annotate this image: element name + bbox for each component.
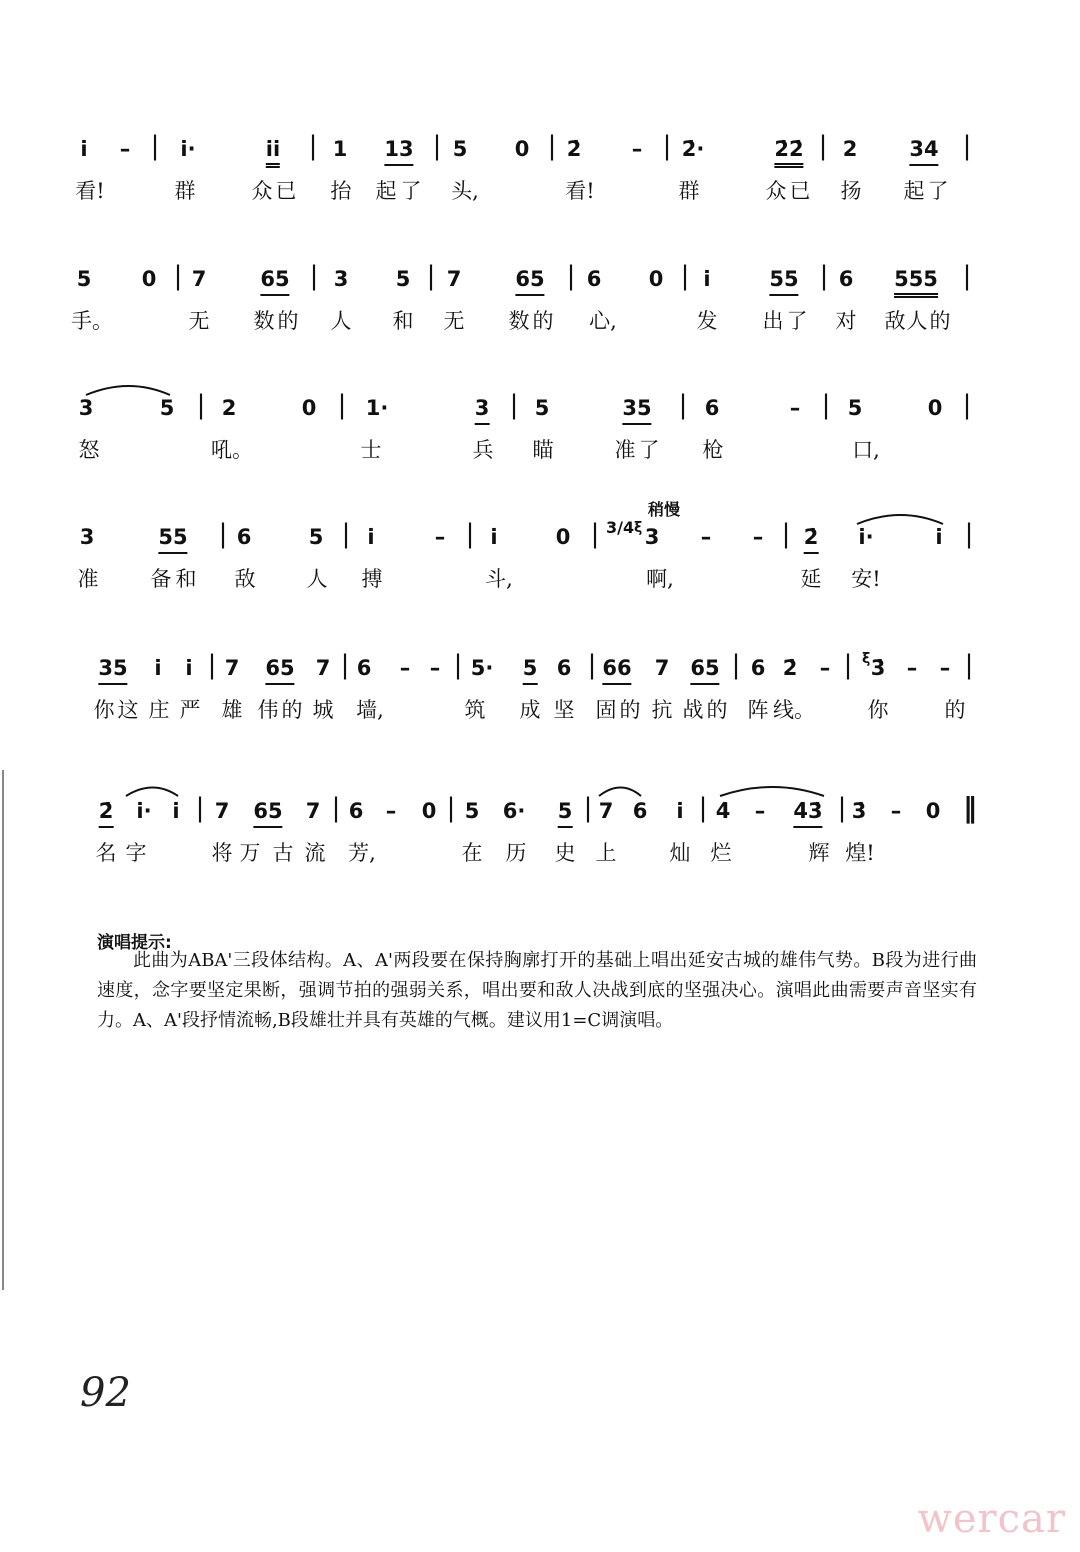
note: i̇: [80, 137, 88, 161]
lyric-row: [0, 840, 1080, 880]
note: 0: [301, 396, 317, 420]
lyric: 在: [461, 841, 483, 865]
lyric-row: [0, 308, 1080, 348]
barline: |: [821, 390, 831, 420]
note: 35: [98, 655, 127, 685]
note: –: [752, 525, 764, 549]
lyric: 和: [175, 567, 197, 591]
lyric: 抗: [651, 698, 673, 722]
lyric: 流: [304, 841, 326, 865]
lyric: 手。: [71, 309, 113, 333]
note: –: [939, 656, 951, 680]
barline: |: [678, 390, 688, 420]
note: 6: [704, 396, 720, 420]
barline: |: [173, 261, 183, 291]
barline: |: [587, 650, 597, 680]
notation-row: [0, 131, 1080, 176]
lyric: 数: [253, 309, 275, 333]
lyric: 斗,: [485, 567, 513, 591]
lyric: 人: [306, 567, 328, 591]
lyric: 墙,: [356, 698, 384, 722]
note: 55: [769, 266, 798, 296]
note: 3: [644, 525, 660, 549]
notation-row: [0, 518, 1080, 564]
lyric: 众: [765, 179, 787, 203]
note: 0: [141, 267, 157, 291]
lyric: 成: [519, 698, 541, 722]
note: 0: [421, 799, 437, 823]
lyric: 烂: [710, 841, 732, 865]
lyric: 芳,: [348, 841, 376, 865]
note: 5: [452, 137, 468, 161]
barline: |: [547, 131, 557, 161]
lyric: 出: [762, 309, 784, 333]
lyric: 坚: [553, 698, 575, 722]
lyric: 无: [443, 309, 465, 333]
lyric: 兵: [472, 438, 494, 462]
barline: |: [731, 650, 741, 680]
lyric: 固: [595, 698, 617, 722]
note: 65: [515, 266, 544, 296]
barline: |: [446, 793, 456, 823]
barline: |: [964, 519, 974, 549]
lyric: 群: [174, 179, 196, 203]
lyric: 严: [179, 698, 201, 722]
lyric: 辉: [808, 841, 830, 865]
note: i̇i̇: [266, 136, 280, 168]
note: 5·: [470, 656, 494, 680]
lyric: 字: [125, 841, 147, 865]
note: i̇·: [136, 799, 152, 823]
note: 6: [750, 656, 766, 680]
notation-row: [0, 791, 1080, 838]
lyric: 战: [682, 698, 704, 722]
barline: |: [962, 131, 972, 161]
note: 4̇3̇: [793, 798, 822, 828]
note: –: [906, 656, 918, 680]
barline: |: [818, 131, 828, 161]
note: 5: [308, 525, 324, 549]
lyric: 瞄: [532, 438, 554, 462]
note: 7: [598, 799, 614, 823]
barline: |: [781, 519, 791, 549]
note: 1: [332, 137, 348, 161]
note: 2̇: [804, 524, 819, 554]
note: 65: [265, 655, 294, 685]
note: 2̇: [782, 656, 798, 680]
note: –: [429, 656, 441, 680]
lyric: 名: [95, 841, 117, 865]
lyric: 庄: [148, 698, 170, 722]
lyric: 上: [595, 841, 617, 865]
lyric: 你: [93, 698, 115, 722]
barline: |: [341, 519, 351, 549]
note: 3: [333, 267, 349, 291]
barline: |: [432, 131, 442, 161]
note: 5: [395, 267, 411, 291]
note: 2̇: [566, 137, 582, 161]
lyric-row: [0, 178, 1080, 218]
note: i̇: [490, 525, 498, 549]
note: –: [119, 137, 131, 161]
lyric-row: [0, 437, 1080, 477]
note: 0: [648, 267, 664, 291]
barline: |: [453, 650, 463, 680]
barline: |: [698, 793, 708, 823]
note: 55: [158, 524, 187, 554]
lyric: 你: [867, 698, 889, 722]
note: 6·: [502, 799, 526, 823]
note: –: [890, 799, 902, 823]
barline: |: [964, 650, 974, 680]
barline: |: [207, 650, 217, 680]
note: 3: [79, 525, 95, 549]
lyric: 枪: [702, 438, 724, 462]
barline: |: [337, 390, 347, 420]
watermark: wercar: [917, 1496, 1066, 1542]
note: 6: [586, 267, 602, 291]
barline: |: [566, 261, 576, 291]
barline: |: [340, 650, 350, 680]
barline: |: [837, 793, 847, 823]
slur: [597, 782, 645, 798]
note: 13: [384, 136, 413, 166]
lyric-row: [0, 697, 1080, 737]
lyric: 的: [929, 309, 951, 333]
lyric: 这: [117, 698, 139, 722]
lyric: 史: [554, 841, 576, 865]
lyric: 看!: [565, 179, 595, 203]
note: 0: [514, 137, 530, 161]
lyric: 筑: [464, 698, 486, 722]
note: 2̇·: [681, 137, 705, 161]
lyric: 数: [508, 309, 530, 333]
slur: [718, 782, 828, 798]
note: 6: [632, 799, 648, 823]
lyric: 的: [706, 698, 728, 722]
note: –: [434, 525, 446, 549]
lyric: 士: [360, 438, 382, 462]
barline: |: [583, 793, 593, 823]
note: –: [819, 656, 831, 680]
lyric: 心,: [589, 309, 617, 333]
lyric: 准: [77, 567, 99, 591]
final-barline: ‖: [963, 791, 973, 824]
note: –: [385, 799, 397, 823]
note: 2: [842, 137, 858, 161]
page-number: 92: [80, 1370, 131, 1416]
lyric: 阵: [747, 698, 769, 722]
lyric: 起: [903, 179, 925, 203]
note: 6: [838, 267, 854, 291]
lyric: 延: [800, 567, 822, 591]
barline: |: [509, 390, 519, 420]
lyric: 扬: [840, 179, 862, 203]
lyric: 敌: [884, 309, 906, 333]
barline: |: [843, 650, 853, 680]
barline: |: [426, 261, 436, 291]
note: 3̇: [870, 656, 886, 680]
lyric: 敌: [234, 567, 256, 591]
note: 65: [690, 655, 719, 685]
lyric: 雄: [221, 698, 243, 722]
lyric: 煌!: [845, 841, 875, 865]
note: 5: [523, 655, 538, 685]
barline: |: [962, 261, 972, 291]
lyric: 的: [532, 309, 554, 333]
note: 65: [253, 798, 282, 828]
note: –: [754, 799, 766, 823]
note: 5: [76, 267, 92, 291]
note: 2: [221, 396, 237, 420]
note: 6: [556, 656, 572, 680]
breath-mark: ξ: [634, 520, 643, 536]
note: 7: [224, 656, 240, 680]
note: 7: [315, 656, 331, 680]
lyric: 了: [400, 179, 422, 203]
note: 6: [356, 656, 372, 680]
lyric: 群: [678, 179, 700, 203]
lyric: 无: [188, 309, 210, 333]
barline: |: [309, 261, 319, 291]
note: 2̇: [99, 798, 114, 828]
lyric: 人: [330, 309, 352, 333]
barline: |: [196, 390, 206, 420]
lyric: 发: [696, 309, 718, 333]
barline: |: [962, 390, 972, 420]
note: –: [789, 396, 801, 420]
note: 7: [191, 267, 207, 291]
lyric: 了: [638, 438, 660, 462]
lyric: 人: [906, 309, 928, 333]
barline: |: [308, 131, 318, 161]
lyric: 安!: [851, 567, 881, 591]
lyric: 的: [281, 698, 303, 722]
barline: |: [465, 519, 475, 549]
note: –: [700, 525, 712, 549]
note: i̇: [367, 525, 375, 549]
lyric: 吼。: [211, 438, 253, 462]
barline: |: [819, 261, 829, 291]
note: i̇: [154, 656, 162, 680]
lyric: 万: [239, 841, 261, 865]
note: –: [399, 656, 411, 680]
note: 5: [847, 396, 863, 420]
lyric: 古: [272, 841, 294, 865]
note: i̇·: [180, 137, 196, 161]
lyric: 灿: [669, 841, 691, 865]
barline: |: [680, 261, 690, 291]
lyric: 和: [392, 309, 414, 333]
lyric: 的: [619, 698, 641, 722]
note: 66: [602, 655, 631, 685]
notation-row: [0, 390, 1080, 435]
note: 7: [654, 656, 670, 680]
lyric: 口,: [852, 438, 880, 462]
note: i̇·: [858, 525, 874, 549]
hint-title: 演唱提示:: [97, 933, 172, 953]
lyric: 了: [786, 309, 808, 333]
lyric: 啊,: [646, 567, 674, 591]
barline: |: [331, 793, 341, 823]
lyric: 怒: [78, 438, 100, 462]
slur: [124, 782, 182, 798]
note: 3: [475, 395, 490, 425]
note: i̇: [172, 799, 180, 823]
notation-row: [0, 261, 1080, 306]
note: 5: [464, 799, 480, 823]
note: 555: [894, 266, 938, 298]
lyric: 看!: [75, 179, 105, 203]
note: 3: [78, 396, 94, 420]
lyric: 的: [277, 309, 299, 333]
lyric: 线。: [773, 698, 815, 722]
note: 0: [555, 525, 571, 549]
lyric: 头,: [451, 179, 479, 203]
lyric: 准: [614, 438, 636, 462]
note: 5: [159, 396, 175, 420]
note: 7: [446, 267, 462, 291]
barline: |: [662, 131, 672, 161]
hint-body: 此曲为ABA'三段体结构。A、A'两段要在保持胸廓打开的基础上唱出延安古城的雄伟气势。B段为进行曲速度，念字要坚定果断，强调节拍的强弱关系，唱出要和敌人决战到底的坚强决心。演唱此曲需要声音坚实有力。A、A'段抒情流畅,B段雄壮并具有英雄的气概。建议用1=C调演唱。: [97, 950, 977, 1031]
note: i̇: [703, 267, 711, 291]
lyric: 对: [835, 309, 857, 333]
note: 65: [260, 266, 289, 296]
note: 1·: [365, 396, 389, 420]
note: 3̇: [851, 799, 867, 823]
lyric: 伟: [257, 698, 279, 722]
note: i̇: [676, 799, 684, 823]
note: 5: [558, 798, 573, 828]
lyric: 备: [150, 567, 172, 591]
breath-mark: ξ: [862, 651, 871, 667]
note: 7: [214, 799, 230, 823]
note: 34: [909, 136, 938, 166]
note: i̇: [935, 525, 943, 549]
lyric: 的: [944, 698, 966, 722]
note: 6: [348, 799, 364, 823]
note: 0: [925, 799, 941, 823]
notation-row: [0, 650, 1080, 695]
lyric: 将: [211, 841, 233, 865]
lyric: 抬: [330, 179, 352, 203]
note: –: [631, 137, 643, 161]
barline: |: [150, 131, 160, 161]
time-signature: 3/4: [606, 518, 635, 537]
lyric: 了: [927, 179, 949, 203]
note: 2̇2̇: [774, 136, 803, 168]
tempo-marking: 稍慢: [648, 500, 681, 519]
note: 7: [305, 799, 321, 823]
lyric: 历: [505, 841, 527, 865]
lyric-row: [0, 566, 1080, 606]
lyric: 搏: [361, 567, 383, 591]
lyric: 已: [789, 179, 811, 203]
note: 4̇: [715, 799, 731, 823]
note: 35: [622, 395, 651, 425]
barline: |: [218, 519, 228, 549]
lyric: 众: [251, 179, 273, 203]
note: 6: [236, 525, 252, 549]
barline: |: [590, 519, 600, 549]
lyric: 起: [375, 179, 397, 203]
lyric: 已: [275, 179, 297, 203]
note: i̇: [185, 656, 193, 680]
lyric: 城: [312, 698, 334, 722]
barline: |: [195, 793, 205, 823]
note: 5: [534, 396, 550, 420]
note: 0: [927, 396, 943, 420]
